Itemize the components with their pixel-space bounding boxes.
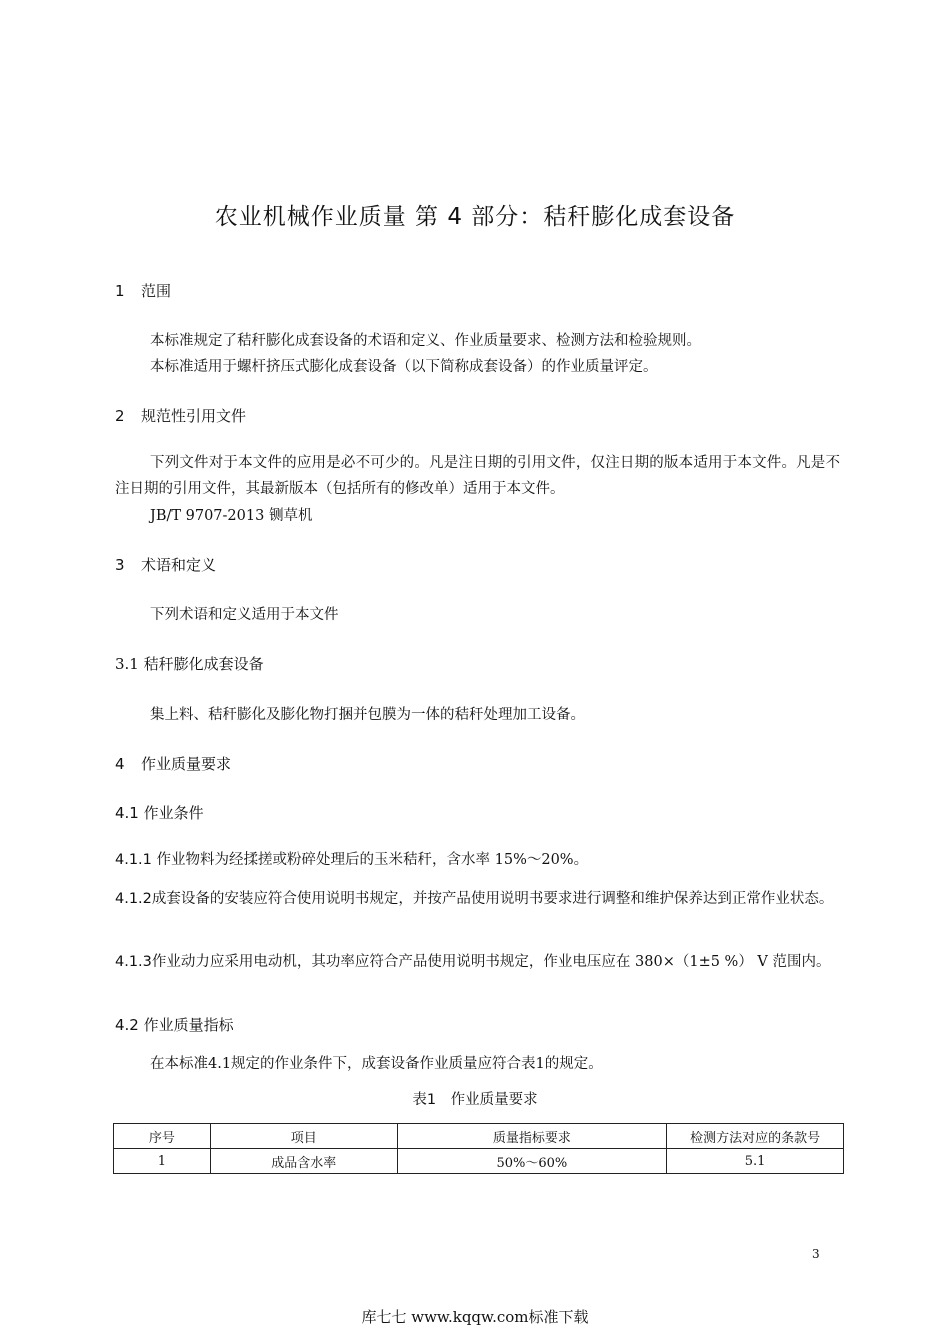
clause-number: 4.1.1 (115, 852, 152, 868)
section-2-heading (115, 405, 246, 426)
section-title: 规范性引用文件 (141, 407, 247, 425)
clause-4-1-2 (115, 886, 840, 912)
term-definition: 集上料、秸秆膨化及膨化物打捆并包膜为一体的秸秆处理加工设备。 (150, 707, 585, 723)
subsection-number: 4.2 (115, 1016, 139, 1034)
table-header-cell: 序号 (114, 1124, 211, 1149)
page-number: 3 (812, 1247, 820, 1261)
quality-requirements-table (113, 1123, 844, 1174)
table-cell: 50%～60% (397, 1149, 667, 1174)
clause-number: 4.1.2 (115, 891, 152, 907)
clause-number: 4.1.3 (115, 954, 152, 970)
section-title: 范围 (141, 282, 172, 300)
table-cell: 成品含水率 (210, 1149, 397, 1174)
term-number: 3.1 (115, 655, 139, 673)
section-number: 2 (115, 407, 125, 425)
subsection-4-2-heading (115, 1014, 234, 1035)
table-header-cell: 项目 (210, 1124, 397, 1149)
subsection-number: 4.1 (115, 804, 139, 822)
quality-indicator-paragraph: 在本标准4.1规定的作业条件下，成套设备作业质量应符合表1的规定。 (150, 1056, 603, 1072)
section-1-heading (115, 280, 171, 301)
reference-item: JB/T 9707-2013 铡草机 (150, 508, 313, 524)
clause-text: 作业物料为经揉搓或粉碎处理后的玉米秸秆，含水率 15%～20%。 (156, 852, 589, 868)
scope-paragraph-1: 本标准规定了秸秆膨化成套设备的术语和定义、作业质量要求、检测方法和检验规则。 (150, 333, 701, 349)
normative-references-paragraph: 下列文件对于本文件的应用是必不可少的。凡是注日期的引用文件，仅注日期的版本适用于本文件。凡是不注日期的引用文件，其最新版本（包括所有的修改单）适用于本文件。 (115, 455, 840, 497)
table-row (114, 1149, 844, 1174)
subsection-title: 作业质量指标 (143, 1016, 234, 1034)
term-3-1 (115, 653, 264, 674)
table-header-cell: 检测方法对应的条款号 (667, 1124, 844, 1149)
subsection-4-1-heading (115, 802, 204, 823)
clause-4-1-1 (115, 847, 840, 873)
term-name: 秸秆膨化成套设备 (143, 655, 264, 673)
clause-text: 成套设备的安装应符合使用说明书规定，并按产品使用说明书要求进行调整和维护保养达到正常作业状态。 (151, 891, 834, 907)
table-caption: 表1 作业质量要求 (412, 1092, 538, 1108)
clause-4-1-3 (115, 949, 840, 975)
table-cell: 1 (114, 1149, 211, 1174)
scope-paragraph-2: 本标准适用于螺杆挤压式膨化成套设备（以下简称成套设备）的作业质量评定。 (150, 359, 658, 375)
section-3-heading (115, 554, 216, 575)
table-header-cell: 质量指标要求 (397, 1124, 667, 1149)
table-cell: 5.1 (667, 1149, 844, 1174)
footer-watermark: 库七七 www.kqqw.com标准下载 (361, 1308, 589, 1326)
clause-text: 作业动力应采用电动机，其功率应符合产品使用说明书规定，作业电压应在 380×（1±5 %） V 范围内。 (151, 954, 831, 970)
section-number: 1 (115, 282, 125, 300)
subsection-title: 作业条件 (143, 804, 204, 822)
table-header-row (114, 1124, 844, 1149)
section-4-heading (115, 753, 231, 774)
section-title: 术语和定义 (141, 556, 217, 574)
section-title: 作业质量要求 (141, 755, 232, 773)
section-number: 3 (115, 556, 125, 574)
terms-intro: 下列术语和定义适用于本文件 (150, 607, 339, 623)
section-number: 4 (115, 755, 125, 773)
page-title: 农业机械作业质量 第 4 部分：秸秆膨化成套设备 (214, 204, 736, 230)
